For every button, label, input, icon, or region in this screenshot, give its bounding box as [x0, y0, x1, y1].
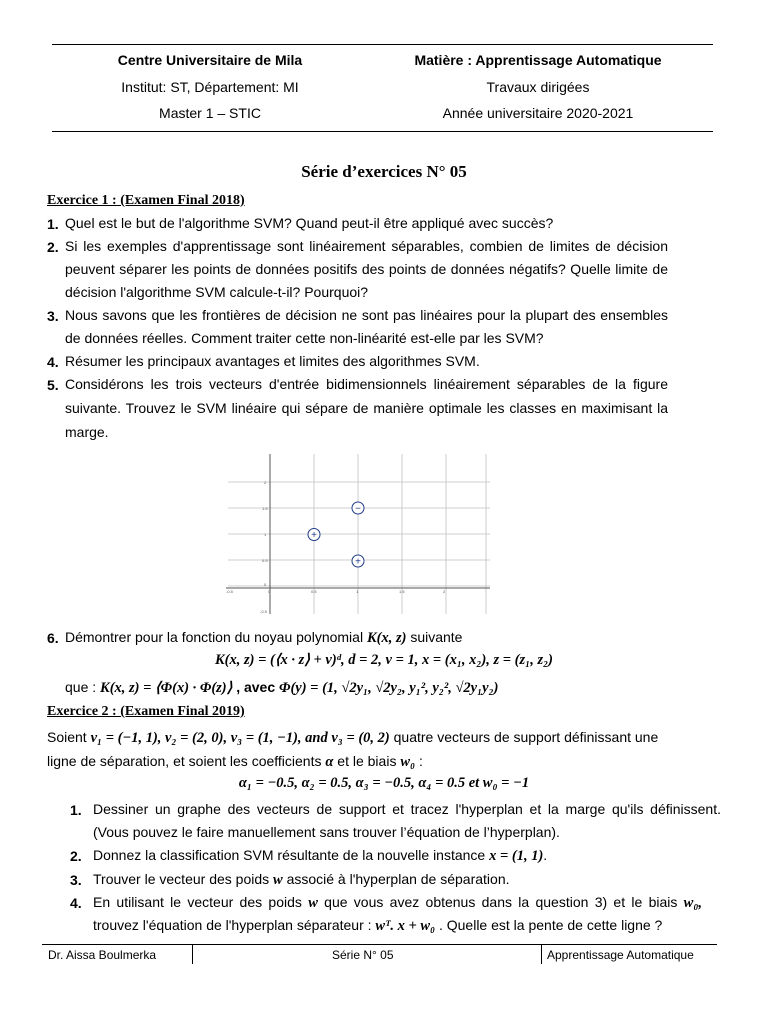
svg-text:+: +: [355, 556, 361, 568]
support-vectors: v₁ = (−1, 1), v₂ = (2, 0), v₃ = (1, −1), and v₃ = (0, 2): [90, 730, 390, 746]
footer-author: Dr. Aissa Boulmerka: [48, 948, 157, 962]
footer-separator: [541, 944, 542, 964]
ex2-question-4-line1: [93, 891, 721, 915]
item-number: 5.: [47, 377, 59, 393]
alpha-symbol: α: [325, 754, 334, 770]
q6b-with: , avec: [236, 679, 276, 695]
negative-point: [352, 502, 364, 515]
item-number: 3.: [70, 872, 82, 888]
item-number: 2.: [47, 239, 59, 255]
positive-point: [308, 529, 320, 542]
y-tick-label: 1.5: [262, 506, 268, 511]
q6-kernel: K(x, z): [366, 630, 407, 646]
ex1-question-5-line1: Considérons les trois vecteurs d'entrée bidimensionnels linéairement séparables de la figure: [65, 376, 668, 392]
ex2-intro-line2: [47, 750, 722, 774]
ex2-question-3: [93, 868, 721, 892]
ex2-question-2: [93, 844, 721, 868]
intro-colon: :: [418, 753, 423, 769]
svg-text:−: −: [355, 503, 361, 515]
ex1-question-3-line1: Nous savons que les frontières de décision ne sont pas linéaires pour la plupart des ensembles: [65, 307, 668, 323]
intro-rest: quatre vecteurs de support définissant une: [393, 729, 659, 745]
item-number: 4.: [47, 354, 59, 370]
x-tick-label: 1: [356, 589, 359, 594]
top-rule: [52, 44, 713, 45]
y-tick-label: 0.5: [262, 558, 268, 563]
w0-symbol: w₀: [400, 754, 416, 770]
intro-start: Soient: [47, 729, 87, 745]
hyperplane-expression: wᵀ. x + w₀: [375, 918, 436, 934]
document-type: Travaux dirigées: [486, 79, 590, 95]
page-title: Série d’exercices N° 05: [301, 162, 467, 181]
q4-text: En utilisant le vecteur des poids: [93, 894, 302, 910]
svg-text:+: +: [311, 530, 317, 541]
program: Master 1 – STIC: [159, 105, 261, 121]
ex1-question-5-line3: marge.: [65, 424, 109, 440]
new-instance: x = (1, 1): [489, 848, 544, 864]
ex1-question-6: [65, 626, 705, 650]
ex2-intro-line1: [47, 726, 722, 750]
item-number: 6.: [47, 630, 59, 646]
kernel-equation: K(x, z) = (⟨x · z⟩ + v)ᵈ, d = 2, v = 1, x = (x₁, x₂), z = (z₁, z₂): [215, 652, 553, 668]
q4-mid: que vous avez obtenus dans la question 3) et le biais: [324, 894, 678, 910]
ex1-question-2-line1: Si les exemples d'apprentissage sont linéairement séparables, combien de limites de décision: [65, 238, 668, 254]
footer-subject: Apprentissage Automatique: [547, 948, 694, 962]
bias-symbol: w₀,: [683, 895, 703, 911]
item-number: 1.: [70, 802, 82, 818]
q6-suffix: suivante: [410, 629, 463, 645]
item-number: 2.: [70, 848, 82, 864]
weight-symbol: w: [273, 872, 283, 888]
svm-figure: [222, 450, 494, 618]
y-tick-label: 2: [264, 480, 267, 485]
weight-symbol: w: [308, 895, 318, 911]
ex1-question-3-line2: de données réelles. Comment traiter cette non-linéarité est-elle par les SVM?: [65, 330, 544, 346]
ex1-question-1: Quel est le but de l'algorithme SVM? Quand peut-il être appliqué avec succès?: [65, 215, 554, 231]
q2-text: Donnez la classification SVM résultante de la nouvelle instance: [93, 847, 486, 863]
x-tick-label: 1.5: [399, 589, 405, 594]
item-number: 4.: [70, 895, 82, 911]
header-bottom-rule: [52, 131, 713, 132]
x-tick-label: 0.5: [311, 589, 317, 594]
department: Institut: ST, Département: MI: [121, 79, 299, 95]
positive-point: [352, 555, 364, 568]
y-tick-label: 0: [264, 582, 267, 587]
footer-series: Série N° 05: [332, 948, 394, 962]
item-number: 3.: [47, 308, 59, 324]
footer-separator: [192, 944, 193, 964]
ex1-question-6-line2: [65, 676, 705, 700]
coefficients-equation: α₁ = −0.5, α₂ = 0.5, α₃ = −0.5, α₄ = 0.5 et w₀ = −1: [238, 775, 530, 791]
q3-text: Trouver le vecteur des poids: [93, 871, 270, 887]
ex2-question-4-line2: [93, 914, 721, 938]
q3-rest: associé à l'hyperplan de séparation.: [286, 871, 510, 887]
q4-end: . Quelle est la pente de cette ligne ?: [438, 917, 663, 933]
q2-period: .: [543, 847, 548, 863]
ex1-question-5-line2: suivante. Trouvez le SVM linéaire qui sépare de manière optimale les classes en maximisant la: [65, 400, 668, 416]
exercise-1-heading: Exercice 1 : (Examen Final 2018): [47, 193, 245, 208]
x-tick-label: -0.5: [226, 589, 233, 594]
y-tick-label: -0.5: [260, 609, 267, 614]
ex2-question-1-line1: Dessiner un graphe des vecteurs de support et tracez l'hyperplan et la marge qu'ils définissent.: [93, 801, 721, 817]
item-number: 1.: [47, 216, 59, 232]
x-tick-label: 0: [268, 589, 271, 594]
ex1-question-2-line3: décision l'algorithme SVM calcule-t-il? Pourquoi?: [65, 284, 369, 300]
q4-text2: trouvez l'équation de l'hyperplan séparateur :: [93, 917, 372, 933]
q6b-kernel: K(x, z) = ⟨Φ(x) · Φ(z)⟩: [100, 680, 233, 696]
y-tick-label: 1: [264, 532, 267, 537]
q6b-phi: Φ(y) = (1, √2y₁, √2y₂, y₁², y₂², √2y₁y₂): [279, 680, 499, 696]
intro-coef-text: ligne de séparation, et soient les coefficients: [47, 753, 322, 769]
ex1-question-4: Résumer les principaux avantages et limites des algorithmes SVM.: [65, 353, 480, 369]
institution-name: Centre Universitaire de Mila: [117, 52, 303, 68]
academic-year: Année universitaire 2020-2021: [442, 105, 634, 121]
ex2-question-1-line2: (Vous pouvez le faire manuellement sans trouver l’équation de l’hyperplan).: [93, 824, 560, 840]
subject: Matière : Apprentissage Automatique: [414, 52, 662, 68]
q6b-prefix: que :: [65, 679, 97, 695]
ex1-question-2-line2: peuvent séparer les points de données positifs des points de données négatifs? Quelle limite de: [65, 261, 668, 277]
q6-text: Démontrer pour la fonction du noyau polynomial: [65, 629, 364, 645]
intro-bias-text: et le biais: [337, 753, 397, 769]
x-tick-label: 2: [443, 589, 446, 594]
exercise-2-heading: Exercice 2 : (Examen Final 2019): [47, 704, 245, 719]
